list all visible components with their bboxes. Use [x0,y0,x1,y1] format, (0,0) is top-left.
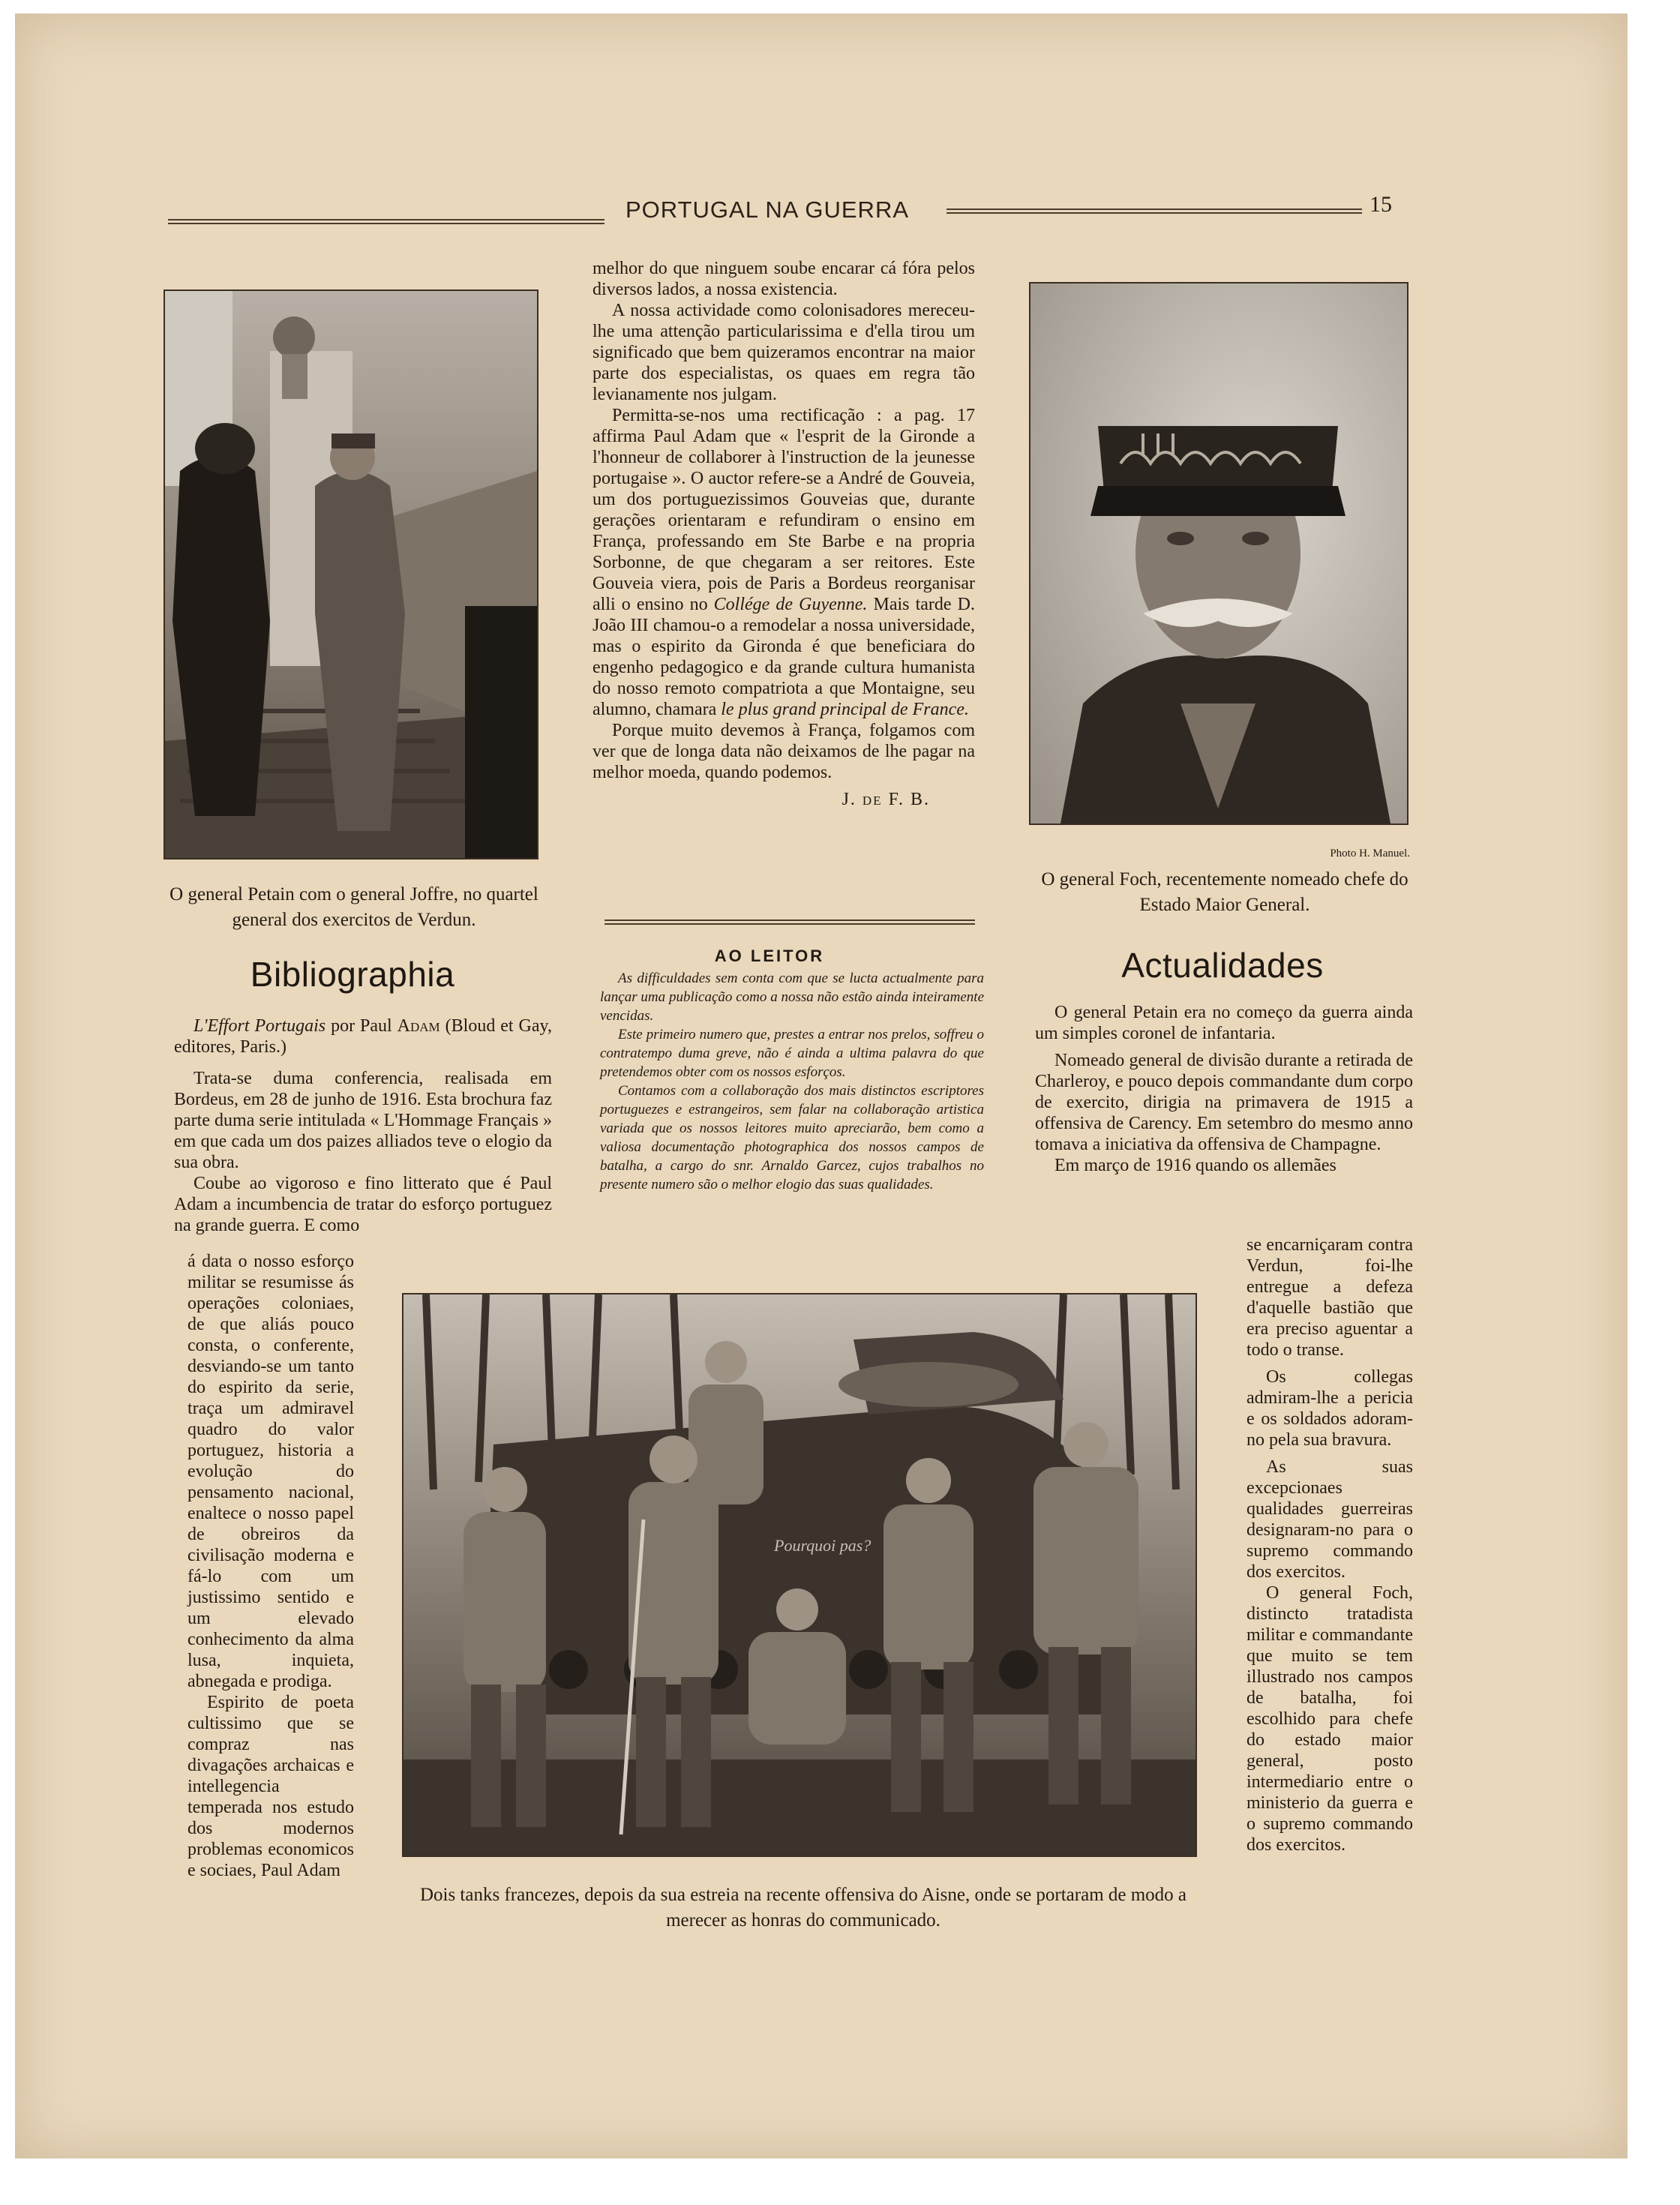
header-rule-right [946,208,1362,214]
actualidades-paragraph-cont: se encarniçaram contra Verdun, foi-lhe entregue a defeza d'aquelle bastião que era preciso aguentar a todo o transe. [1246,1235,1413,1360]
book-title: L'Effort Portugais [194,1016,326,1036]
middle-column [592,258,975,810]
college-name: Collége de Guyenne. [713,595,868,614]
ao-leitor-paragraph: Este primeiro numero que, prestes a entrar nos prelos, soffreu o contratempo duma greve, não é ainda a ultima palavra do que pretendemos obter com os nossos esforços. [600,1027,984,1080]
ao-leitor-title: AO LEITOR [714,946,825,965]
bibliographia-paragraph-cont: á data o nosso esforço militar se resumisse ás operações coloniaes, de que aliás pouco consta, o conferente, desviando-se um tanto do espirito da serie, traça um admiravel quadro do valor portuguez, historia a evolução do pensamento nacional, enaltece o nosso papel de obreiros da civilisação moderna e fá-lo com um justissimo sentido e um elevado conhecimento da alma lusa, inquieta, abnegada e prodiga. [188,1252,354,1691]
actualidades-column-narrow [1246,1234,1413,1856]
photo-tanks [402,1293,1197,1857]
section-heading-bibliographia: Bibliographia [250,955,455,994]
middle-paragraph: melhor do que ninguem soube encarar cá fóra pelos diversos lados, a nossa existencia. [592,259,975,299]
actualidades-paragraph: O general Foch, distincto tratadista militar e commandante que muito se tem illustrado nos campos de batalha, foi escolhido para chefe do estado maior general, posto intermediario entre o ministerio da guerra e o supremo commando dos exercitos. [1246,1583,1413,1855]
bibliographia-paragraph: Coube ao vigoroso e fino litterato que é Paul Adam a incumbencia de tratar do esforço portuguez na grande guerra. E como [174,1174,552,1235]
actualidades-paragraph: Nomeado general de divisão durante a retirada de Charleroy, e pouco depois commandante dum corpo de exercito, dirigia na primavera de 1915 a offensiva de Carency. Em setembro do mesmo anno tomava a iniciativa da offensiva de Champagne. [1035,1051,1413,1154]
author-signature: J. de F. B. [842,790,930,809]
actualidades-paragraph: Em março de 1916 quando os allemães [1054,1156,1336,1175]
middle-paragraph: A nossa actividade como colonisadores mereceu-lhe uma attenção particularissima e d'ella tirou um significado que bem quizeramos encontrar na maior parte dos especialistas, os quaes em regra tão levianamente nos julgam. [592,301,975,404]
actualidades-column-top [1035,1002,1413,1176]
montaigne-quote: le plus grand principal de France. [721,700,969,719]
middle-paragraph: Porque muito devemos à França, folgamos com ver que de longa data não deixamos de lhe pagar na melhor moeda, quando podemos. [592,721,975,782]
photo-credit-foch: Photo H. Manuel. [1330,848,1410,860]
caption-petain-joffre: O general Petain com o general Joffre, no quartel general dos exercitos de Verdun. [170,884,538,930]
bibliographia-paragraph: Espirito de poeta cultissimo que se compraz nas divagações archaicas e intellegencia temperada nos estudo dos modernos problemas economicos e sociaes, Paul Adam [188,1693,354,1880]
ao-leitor-paragraph: Contamos com a collaboração dos mais distinctos escriptores portuguezes e estrangeiros, sem falar na collaboração artistica variada que os nossos leitores muito apreciarão, bem como a valiosa documentação photographica dos nossos campos de batalha, a cargo do snr. Arnaldo Garcez, cujos trabalhos no presente numero são o melhor elogio das suas qualidades. [600,1083,984,1192]
section-heading-actualidades: Actualidades [1121,946,1324,985]
caption-tanks: Dois tanks francezes, depois da sua estreia na recente offensiva do Aisne, onde se portaram de modo a merecer as honras do communicado. [419,1885,1187,1930]
actualidades-paragraph: O general Petain era no começo da guerra ainda um simples coronel de infantaria. [1035,1003,1413,1043]
book-author: Adam [397,1016,440,1036]
photo-petain-joffre [164,290,538,860]
caption-foch: O general Foch, recentemente nomeado chefe do Estado Maior General. [1041,869,1408,915]
bibliographia-column-narrow [188,1251,354,1881]
ao-leitor-notice [600,969,984,1194]
actualidades-paragraph: Os collegas admiram-lhe a pericia e os soldados adoram-no pela sua bravura. [1246,1367,1413,1450]
actualidades-paragraph: As suas excepcionaes qualidades guerreiras designaram-no para o supremo commando dos exercitos. [1246,1457,1413,1582]
header-rule-left [168,219,604,224]
book-reference: L'Effort Portugais por Paul Adam (Bloud et Gay, editores, Paris.) [174,1016,552,1057]
running-title: PORTUGAL NA GUERRA [625,196,910,223]
bibliographia-paragraph: Trata-se duma conferencia, realisada em Bordeus, em 28 de junho de 1916. Esta brochura faz parte duma serie intitulada « L'Hommage Français » em que cada um dos paizes alliados teve o elogio da sua obra. [174,1069,552,1172]
page-number: 15 [1370,192,1392,217]
tank-nameplate: Pourquoi pas? [774,1536,872,1555]
middle-paragraph: Permitta-se-nos uma rectificação : a pag. 17 affirma Paul Adam que « l'esprit de la Gironde a l'honneur de collaborer à l'instruction de la jeunesse portugaise ». O auctor refere-se a André de Gouveia, um dos portuguezissimos Gouveias que, durante gerações orientaram e refundiram o ensino em França, professando em Ste Barbe e na propria Sorbonne, de que chegaram a ser reitores. Este Gouveia viera, pois de Paris a Bordeus reorganisar alli o ensino no Collége de Guyenne. Mais tarde D. João III chamou-o a remodelar a nossa universidade, mas o espirito da Gironda é que beneficiara do engenho pedagogico e da grande cultura humanista do nosso remoto compatriota a que Montaigne, seu alumno, chamara le plus grand principal de France. [592,406,975,719]
bibliographia-column-top [174,1016,552,1236]
ao-leitor-rule [604,920,975,925]
photo-foch [1029,282,1408,825]
ao-leitor-paragraph: As difficuldades sem conta com que se lucta actualmente para lançar uma publicação como a nossa não estão ainda inteiramente vencidas. [600,970,984,1024]
